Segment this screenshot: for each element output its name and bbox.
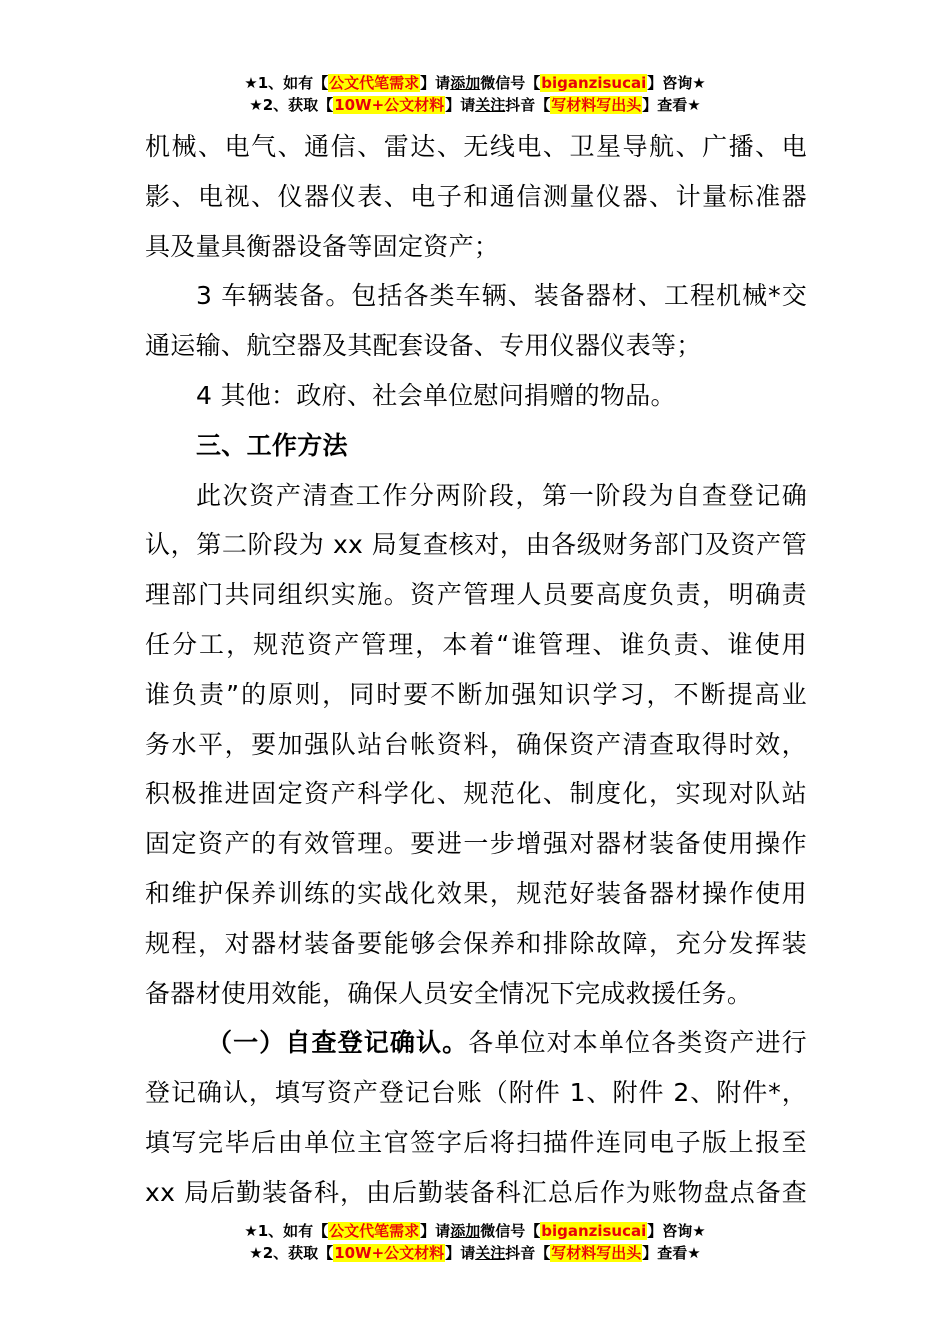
subheading-label: （一）自查登记确认。 [207,1028,469,1058]
document-body [145,122,807,1218]
subheading-line [145,1018,807,1068]
section-heading: 三、工作方法 [196,430,348,460]
promo-highlight: 10W+公文材料 [334,1244,445,1262]
body-line: 影、电视、仪器仪表、电子和通信测量仪器、计量标准器 [145,181,807,211]
promo-highlight: 公文代笔需求 [329,1222,420,1240]
promo-underlined: 添加 [450,74,481,92]
promo-text: ★2、获取【 [249,1244,334,1262]
promo-text: 】咨询★ [647,74,706,92]
body-line: 此次资产清查工作分两阶段，第一阶段为自查登记确 [196,480,807,510]
body-line: 务水平，要加强队站台帐资料，确保资产清查取得时效， [145,729,807,759]
body-line: 机械、电气、通信、雷达、无线电、卫星导航、广播、电 [145,132,807,161]
body-line: 积极推进固定资产科学化、规范化、制度化，实现对队站 [145,779,807,809]
promo-text: 】请 [445,1244,476,1262]
body-line: 登记确认，填写资产登记台账（附件 1、附件 2、附件*， [145,1078,807,1108]
promo-text: ★1、如有【 [244,74,329,92]
promo-text: 】咨询★ [647,1222,706,1240]
body-line: 规程，对器材装备要能够会保养和排除故障，充分发挥装 [145,928,807,958]
body-line: 备器材使用效能，确保人员安全情况下完成救援任务。 [145,978,753,1008]
body-line: xx 局后勤装备科，由后勤装备科汇总后作为账物盘点备查 [145,1177,807,1207]
promo-line-1 [0,72,950,94]
body-line: 具及量具衡器设备等固定资产； [145,231,500,261]
promo-highlight: 公文代笔需求 [329,74,420,92]
body-line: 谁负责”的原则，同时要不断加强知识学习，不断提高业 [145,679,807,709]
promo-text: 微信号【 [480,1222,541,1240]
body-text-span: 各单位对本单位各类资产进行 [468,1028,807,1058]
promo-banner-bottom [0,1220,950,1264]
body-line: 3 车辆装备。包括各类车辆、装备器材、工程机械*交 [196,281,807,311]
body-line: 理部门共同组织实施。资产管理人员要高度负责，明确责 [145,580,807,610]
promo-text: 】请 [445,96,476,114]
body-line: 通运输、航空器及其配套设备、专用仪器仪表等； [145,331,702,361]
body-line: 固定资产的有效管理。要进一步增强对器材装备使用操作 [145,829,807,859]
promo-text: ★1、如有【 [244,1222,329,1240]
promo-highlight: 写材料写出头 [551,1244,642,1262]
promo-highlight: biganzisucai [541,1222,647,1240]
promo-text: 】请 [420,1222,451,1240]
promo-text: 抖音【 [505,1244,551,1262]
promo-text: 】查看★ [642,96,701,114]
promo-underlined: 添加 [450,1222,481,1240]
promo-line-1 [0,1220,950,1242]
promo-text: 】请 [420,74,451,92]
promo-text: 微信号【 [480,74,541,92]
body-line: 和维护保养训练的实战化效果，规范好装备器材操作使用 [145,878,807,908]
promo-highlight: 写材料写出头 [551,96,642,114]
promo-text: 抖音【 [505,96,551,114]
body-line: 4 其他：政府、社会单位慰问捐赠的物品。 [196,380,676,410]
promo-text: 】查看★ [642,1244,701,1262]
body-line: 填写完毕后由单位主官签字后将扫描件连同电子版上报至 [145,1127,807,1157]
promo-line-2 [0,1242,950,1264]
promo-highlight: 10W+公文材料 [334,96,445,114]
promo-line-2 [0,94,950,116]
body-line: 任分工，规范资产管理，本着“谁管理、谁负责、谁使用 [145,629,807,659]
promo-text: ★2、获取【 [249,96,334,114]
promo-underlined: 关注 [475,96,506,114]
promo-highlight: biganzisucai [541,74,647,92]
body-line: 认，第二阶段为 xx 局复查核对，由各级财务部门及资产管 [145,530,807,560]
promo-underlined: 关注 [475,1244,506,1262]
promo-banner-top [0,72,950,116]
